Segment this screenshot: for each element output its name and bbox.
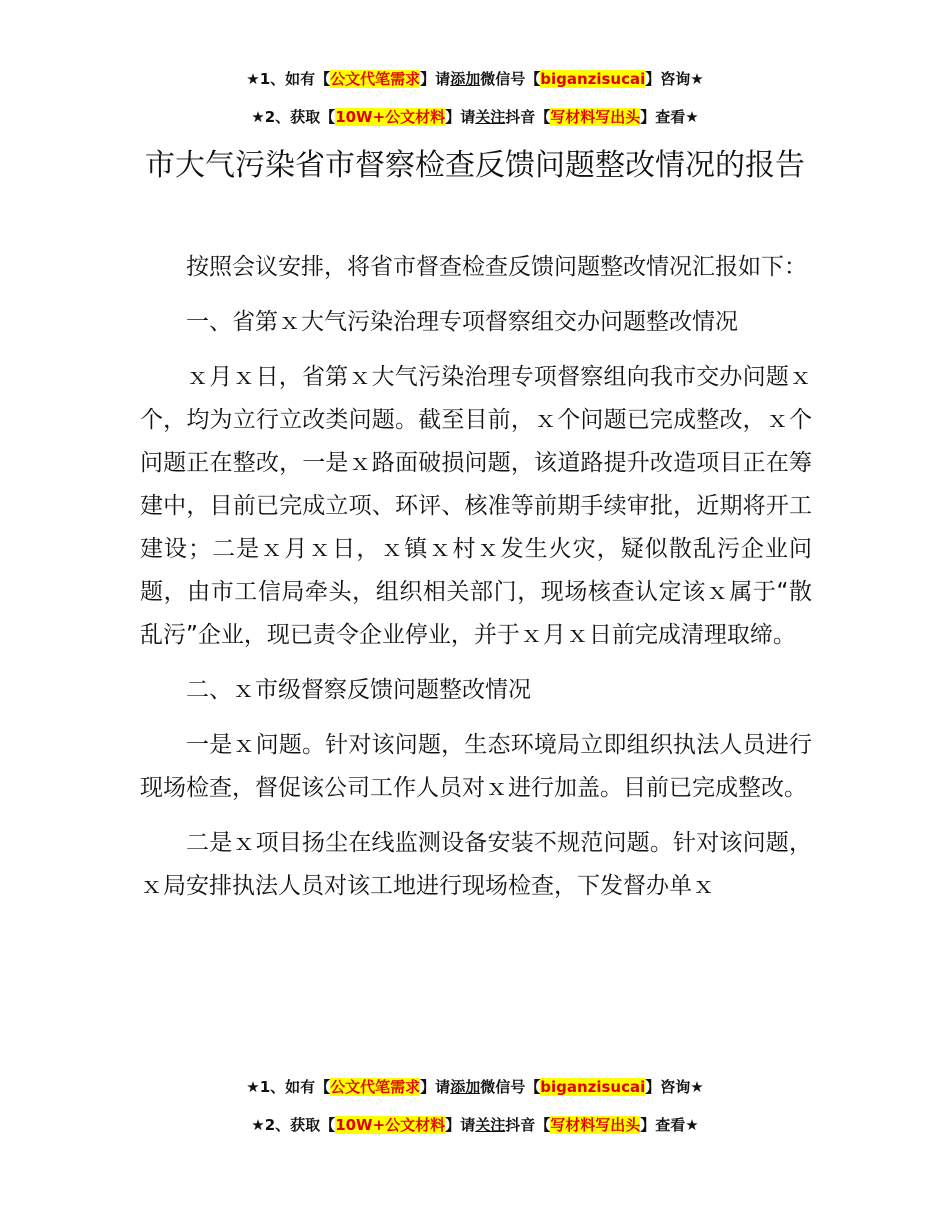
banner-prefix: ★2、获取【 [251, 1116, 336, 1134]
banner-text: 微信号【 [480, 1078, 541, 1096]
banner-highlight-wechat-id: biganzisucai [540, 70, 646, 88]
banner-highlight-materials: 10W+公文材料 [335, 1116, 446, 1134]
header-banner-line-2 [0, 106, 950, 128]
document-body [140, 246, 812, 920]
body-paragraph: 按照会议安排，将省市督查检查反馈问题整改情况汇报如下： [186, 254, 807, 280]
header-banner-line-1 [0, 68, 950, 90]
banner-text: 抖音【 [505, 1116, 551, 1134]
banner-text: 】请 [445, 108, 476, 126]
banner-text: 抖音【 [505, 108, 551, 126]
banner-prefix: ★2、获取【 [251, 108, 336, 126]
banner-prefix: ★1、如有【 [246, 70, 331, 88]
body-paragraph: 一是ｘ问题。针对该问题，生态环境局立即组织执法人员进行现场检查，督促该公司工作人员对ｘ进行加盖。目前已完成整改。 [140, 732, 812, 801]
banner-highlight-service: 公文代笔需求 [330, 1078, 421, 1096]
banner-text: 】请 [445, 1116, 476, 1134]
banner-underlined-word: 关注 [475, 108, 506, 126]
banner-suffix: 】查看★ [640, 1116, 699, 1134]
banner-suffix: 】咨询★ [645, 70, 704, 88]
banner-highlight-service: 公文代笔需求 [330, 70, 421, 88]
banner-underlined-word: 添加 [450, 1078, 481, 1096]
banner-prefix: ★1、如有【 [246, 1078, 331, 1096]
footer-banner-line-1 [0, 1076, 950, 1098]
banner-underlined-word: 关注 [475, 1116, 506, 1134]
body-paragraph: ｘ月ｘ日，省第ｘ大气污染治理专项督察组向我市交办问题ｘ个，均为立行立改类问题。截至目前，ｘ个问题已完成整改，ｘ个问题正在整改，一是ｘ路面破损问题，该道路提升改造项目正在筹建中，目前已完成立项、环评、核准等前期手续审批，近期将开工建设；二是ｘ月ｘ日，ｘ镇ｘ村ｘ发生火灾，疑似散乱污企业问题，由市工信局牵头，组织相关部门，现场核查认定该ｘ属于“散乱污”企业，现已责令企业停业，并于ｘ月ｘ日前完成清理取缔。 [140, 364, 813, 648]
body-paragraph: 二是ｘ项目扬尘在线监测设备安装不规范问题。针对该问题，ｘ局安排执法人员对该工地进行现场检查，下发督办单ｘ [140, 830, 812, 899]
banner-highlight-materials: 10W+公文材料 [335, 108, 446, 126]
section-heading: 二、ｘ市级督察反馈问题整改情况 [186, 677, 531, 703]
footer-banner-line-2 [0, 1114, 950, 1136]
banner-highlight-douyin-account: 写材料写出头 [550, 108, 641, 126]
document-title: 市大气污染省市督察检查反馈问题整改情况的报告 [145, 148, 805, 183]
banner-underlined-word: 添加 [450, 70, 481, 88]
banner-highlight-wechat-id: biganzisucai [540, 1078, 646, 1096]
banner-highlight-douyin-account: 写材料写出头 [550, 1116, 641, 1134]
banner-suffix: 】查看★ [640, 108, 699, 126]
banner-text: 】请 [420, 70, 451, 88]
banner-text: 】请 [420, 1078, 451, 1096]
section-heading: 一、省第ｘ大气污染治理专项督察组交办问题整改情况 [186, 309, 738, 335]
banner-suffix: 】咨询★ [645, 1078, 704, 1096]
banner-text: 微信号【 [480, 70, 541, 88]
